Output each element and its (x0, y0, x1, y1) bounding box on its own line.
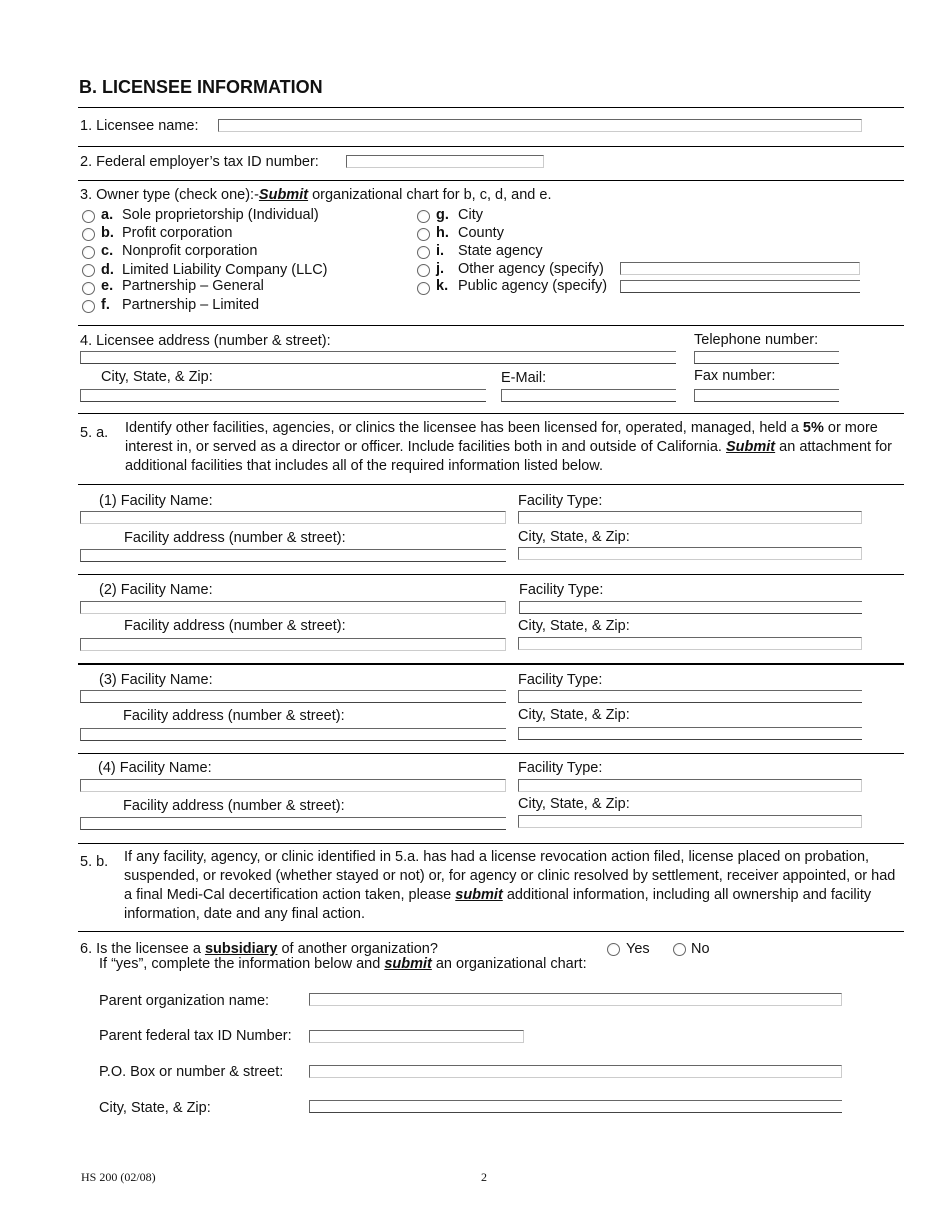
facility-3-type-field[interactable] (518, 690, 862, 703)
facility-4-address-label: Facility address (number & street): (123, 798, 345, 814)
facility-3-name-label: (3) Facility Name: (99, 672, 213, 688)
radio-button[interactable] (82, 228, 95, 241)
parent-org-name-field[interactable] (309, 993, 842, 1006)
facility-2-type-field[interactable] (519, 601, 862, 614)
parent-org-name-label: Parent organization name: (99, 993, 270, 1009)
public-agency-specify-field[interactable] (620, 280, 860, 293)
facility-2-city-label: City, State, & Zip: (518, 618, 630, 634)
radio-button[interactable] (673, 943, 686, 956)
divider (78, 843, 904, 844)
telephone-field[interactable] (694, 351, 839, 364)
parent-city-state-zip-field[interactable] (309, 1100, 842, 1113)
city-state-zip-label: City, State, & Zip: (101, 369, 213, 385)
facility-4-type-field[interactable] (518, 779, 862, 792)
facility-4-city-field[interactable] (518, 815, 862, 828)
telephone-label: Telephone number: (694, 332, 819, 348)
submit-emphasis: Submit (258, 187, 309, 203)
question-5a-number: 5. a. (80, 425, 109, 441)
form-id: HS 200 (02/08) (81, 1170, 156, 1184)
fax-field[interactable] (694, 389, 839, 402)
licensee-name-field[interactable] (218, 119, 862, 132)
radio-button[interactable] (417, 246, 430, 259)
facility-1-name-label: (1) Facility Name: (99, 493, 213, 509)
facility-2-address-field[interactable] (80, 638, 506, 651)
tax-id-field[interactable] (346, 155, 544, 168)
facility-3-address-label: Facility address (number & street): (123, 708, 345, 724)
radio-button[interactable] (417, 264, 430, 277)
email-label: E-Mail: (501, 370, 547, 386)
facility-4-name-label: (4) Facility Name: (98, 760, 212, 776)
facility-1-city-field[interactable] (518, 547, 862, 560)
parent-tax-id-field[interactable] (309, 1030, 524, 1043)
fax-label: Fax number: (694, 368, 776, 384)
radio-button[interactable] (82, 246, 95, 259)
radio-button[interactable] (417, 210, 430, 223)
divider (78, 663, 904, 665)
parent-tax-id-label: Parent federal tax ID Number: (99, 1028, 292, 1044)
divider (78, 325, 904, 326)
radio-button[interactable] (82, 264, 95, 277)
facility-3-type-label: Facility Type: (518, 672, 603, 688)
section-title: B. LICENSEE INFORMATION (79, 77, 323, 97)
facility-4-address-field[interactable] (80, 817, 506, 830)
radio-button[interactable] (417, 282, 430, 295)
facility-2-name-field[interactable] (80, 601, 506, 614)
po-box-field[interactable] (309, 1065, 842, 1078)
radio-button[interactable] (607, 943, 620, 956)
facility-1-address-field[interactable] (80, 549, 506, 562)
parent-city-state-zip-label: City, State, & Zip: (99, 1100, 211, 1116)
question-5a-text: Identify other facilities, agencies, or clinics the licensee has been licensed for, operated, managed, held a 5% or more interest in, or served as a director or officer. Include facilities both in and outside of California. Submit an attachment for additional facilities that includes all of the required information listed below. (125, 420, 893, 474)
city-state-zip-field[interactable] (80, 389, 486, 402)
question-5b-text: If any facility, agency, or clinic identified in 5.a. has had a license revocation action filed, license placed on probation, suspended, or revoked (whether stayed or not) or, for agency or clinic resolved by settlement, receiver appointed, or had a final Medi-Cal decertification action taken, please submit additional information, including all ownership and facility information, date and any final action. (124, 849, 896, 922)
divider (78, 753, 904, 754)
facility-1-address-label: Facility address (number & street): (124, 530, 346, 546)
facility-2-name-label: (2) Facility Name: (99, 582, 213, 598)
divider (78, 180, 904, 181)
page-number: 2 (481, 1170, 487, 1184)
radio-button[interactable] (417, 228, 430, 241)
divider (78, 107, 904, 108)
facility-4-type-label: Facility Type: (518, 760, 603, 776)
facility-3-name-field[interactable] (80, 690, 506, 703)
facility-4-name-field[interactable] (80, 779, 506, 792)
other-agency-specify-field[interactable] (620, 262, 860, 275)
licensee-address-field[interactable] (80, 351, 676, 364)
tax-id-label: 2. Federal employer’s tax ID number: (80, 154, 319, 170)
facility-3-city-label: City, State, & Zip: (518, 707, 630, 723)
radio-button[interactable] (82, 210, 95, 223)
subsidiary-instructions: If “yes”, complete the information below and submit an organizational chart: (99, 956, 587, 972)
radio-button[interactable] (82, 300, 95, 313)
radio-button[interactable] (82, 282, 95, 295)
po-box-label: P.O. Box or number & street: (99, 1064, 284, 1080)
licensee-name-label: 1. Licensee name: (80, 118, 199, 134)
facility-4-city-label: City, State, & Zip: (518, 796, 630, 812)
facility-1-type-field[interactable] (518, 511, 862, 524)
owner-type-label: 3. Owner type (check one):-Submit organizational chart for b, c, d, and e. (80, 187, 552, 203)
question-5b-number: 5. b. (80, 854, 109, 870)
facility-1-city-label: City, State, & Zip: (518, 529, 630, 545)
divider (78, 413, 904, 414)
subsidiary-question: 6. Is the licensee a subsidiary of another organization? (80, 941, 438, 957)
facility-2-type-label: Facility Type: (519, 582, 604, 598)
facility-1-name-field[interactable] (80, 511, 506, 524)
facility-2-address-label: Facility address (number & street): (124, 618, 346, 634)
divider (78, 146, 904, 147)
divider (78, 484, 904, 485)
facility-2-city-field[interactable] (518, 637, 862, 650)
licensee-address-label: 4. Licensee address (number & street): (80, 333, 331, 349)
email-field[interactable] (501, 389, 676, 402)
divider (78, 574, 904, 575)
facility-3-city-field[interactable] (518, 727, 862, 740)
facility-3-address-field[interactable] (80, 728, 506, 741)
facility-1-type-label: Facility Type: (518, 493, 603, 509)
divider (78, 931, 904, 932)
